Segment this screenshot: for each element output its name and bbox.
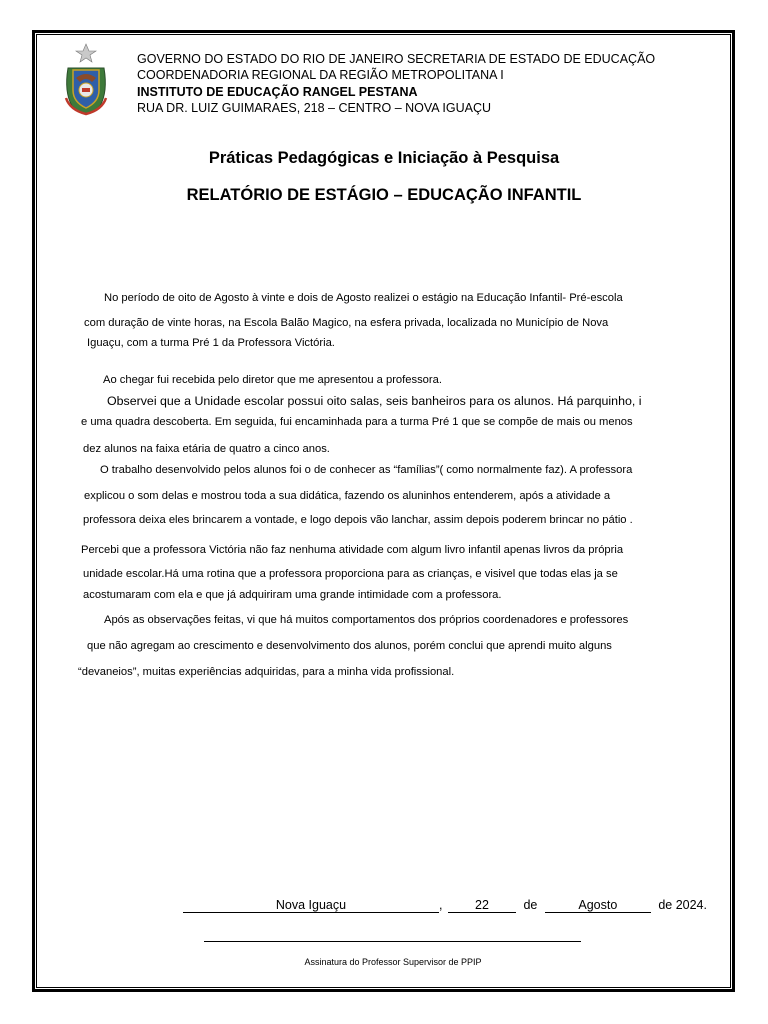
body-line: Percebi que a professora Victória não faz nenhuma atividade com algum livro infantil apenas livros da própria xyxy=(81,544,624,556)
body-line: professora deixa eles brincarem a vontade, e logo depois vão lanchar, assim depois poderem brincar no pátio . xyxy=(83,514,633,526)
body-line: explicou o som delas e mostrou toda a sua didática, fazendo os aluninhos entenderem, após a atividade a xyxy=(84,490,611,502)
date-connector: de xyxy=(523,898,538,912)
state-coat-of-arms-icon xyxy=(62,42,110,116)
body-line: com duração de vinte horas, na Escola Balão Magico, na esfera privada, localizada no Município de Nova xyxy=(84,317,609,329)
signature-caption: Assinatura do Professor Supervisor de PPIP xyxy=(304,957,482,967)
header-line-coordination: COORDENADORIA REGIONAL DA REGIÃO METROPOLITANA I xyxy=(137,68,504,83)
page-border-inner xyxy=(36,34,731,988)
document-title: Práticas Pedagógicas e Iniciação à Pesquisa xyxy=(208,149,560,167)
document-subtitle: RELATÓRIO DE ESTÁGIO – EDUCAÇÃO INFANTIL xyxy=(186,186,582,204)
body-line: Iguaçu, com a turma Pré 1 da Professora Victória. xyxy=(87,337,335,349)
body-line: que não agregam ao crescimento e desenvolvimento dos alunos, porém conclui que aprendi muito alguns xyxy=(87,640,612,652)
body-line: dez alunos na faixa etária de quatro a cinco anos. xyxy=(83,443,330,455)
body-line: O trabalho desenvolvido pelos alunos foi o de conhecer as “famílias”( como normalmente faz). A professora xyxy=(100,464,633,476)
body-line: Observei que a Unidade escolar possui oito salas, seis banheiros para os alunos. Há parquinho, i xyxy=(107,394,642,408)
month-field: Agosto xyxy=(545,899,651,913)
year-text: de 2024. xyxy=(658,898,707,912)
header-line-address: RUA DR. LUIZ GUIMARAES, 218 – CENTRO – NOVA IGUAÇU xyxy=(137,101,492,116)
header-line-institute: INSTITUTO DE EDUCAÇÃO RANGEL PESTANA xyxy=(137,84,418,99)
body-line: unidade escolar.Há uma rotina que a professora proporciona para as crianças, e visivel que todas elas ja se xyxy=(83,568,618,580)
day-field: 22 xyxy=(448,899,516,913)
body-line: Ao chegar fui recebida pelo diretor que me apresentou a professora. xyxy=(103,374,442,386)
header-line-government: GOVERNO DO ESTADO DO RIO DE JANEIRO SECRETARIA DE ESTADO DE EDUCAÇÃO xyxy=(137,52,656,66)
body-line: No período de oito de Agosto à vinte e dois de Agosto realizei o estágio na Educação Infantil- Pré-escola xyxy=(104,292,623,304)
city-comma: , xyxy=(439,898,443,912)
signature-rule xyxy=(204,941,581,942)
institution-header xyxy=(137,51,655,117)
body-line: e uma quadra descoberta. Em seguida, fui encaminhada para a turma Pré 1 que se compõe de mais ou menos xyxy=(81,416,633,428)
signature-date-line xyxy=(183,898,707,913)
city-field: Nova Iguaçu xyxy=(183,899,439,913)
body-line: Após as observações feitas, vi que há muitos comportamentos dos próprios coordenadores e professores xyxy=(104,614,629,626)
body-line: “devaneios”, muitas experiências adquiridas, para a minha vida profissional. xyxy=(78,666,455,678)
body-line: acostumaram com ela e que já adquiriram uma grande intimidade com a professora. xyxy=(83,589,502,601)
